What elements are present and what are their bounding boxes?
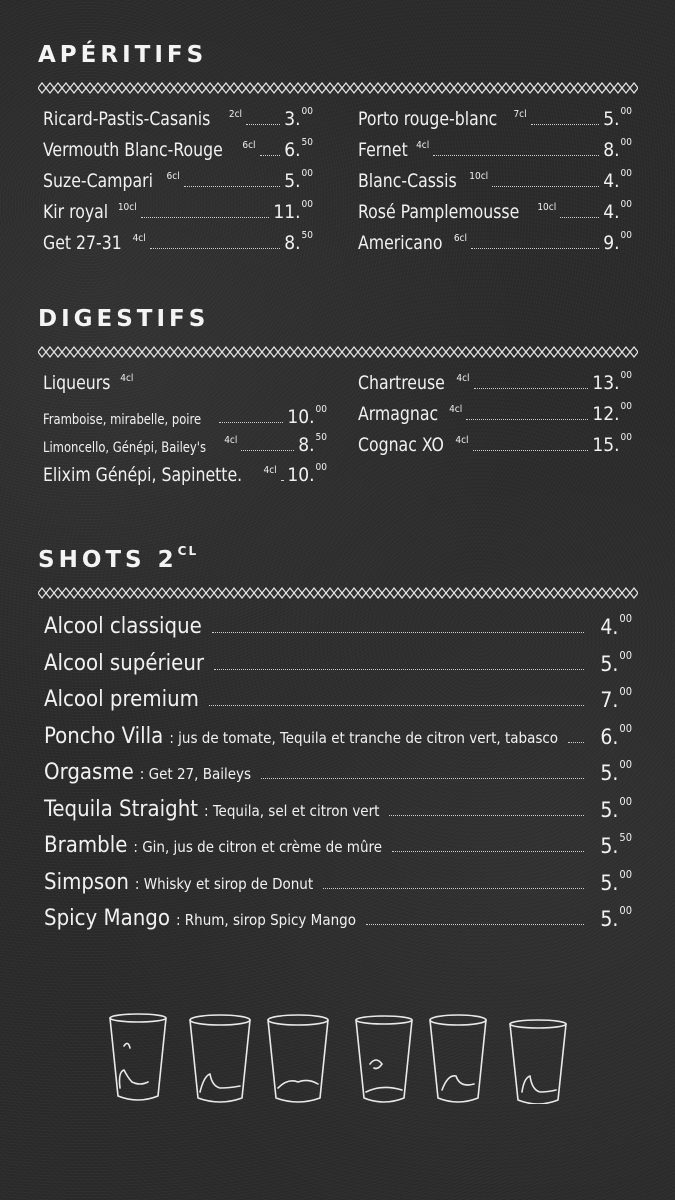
item-volume: 4cl — [224, 435, 238, 446]
item-volume: 4cl — [416, 140, 430, 151]
price-cents: 00 — [619, 721, 632, 735]
item-volume: 10cl — [537, 202, 557, 213]
price-units: 10. — [287, 406, 315, 428]
menu-item — [43, 232, 313, 254]
shot-glass-2 — [190, 1015, 250, 1102]
dot-leader — [241, 450, 294, 451]
price-cents: 50 — [619, 831, 632, 844]
dot-leader — [389, 815, 584, 816]
liqueurs-header — [43, 372, 327, 394]
item-name: Fernet — [358, 139, 408, 161]
price-cents: 00 — [301, 199, 313, 210]
price-cents: 00 — [301, 168, 313, 179]
price-cents: 00 — [620, 401, 632, 412]
price-cents: 00 — [620, 168, 632, 179]
item-price — [273, 201, 313, 223]
item-price — [603, 201, 632, 223]
dot-leader — [471, 248, 599, 249]
price-cents: 50 — [301, 230, 313, 241]
item-volume: 6cl — [166, 171, 180, 182]
dot-leader — [474, 388, 589, 389]
item-name: Poncho Villa — [44, 723, 164, 749]
price-units: 4. — [603, 170, 620, 192]
digestifs-title: DIGESTIFS — [38, 306, 210, 332]
shots-title-unit: CL — [177, 544, 199, 559]
price-cents: 00 — [619, 794, 632, 808]
item-name: Ricard-Pastis-Casanis — [43, 108, 211, 130]
dot-leader — [184, 186, 281, 187]
dot-leader — [560, 217, 599, 218]
item-price — [603, 139, 632, 161]
item-volume: 4cl — [120, 373, 134, 384]
price-cents: 00 — [620, 432, 632, 443]
shot-item — [44, 794, 632, 822]
item-price — [600, 794, 632, 822]
shot-item — [44, 648, 632, 676]
item-volume: 10cl — [117, 202, 137, 213]
item-name: Porto rouge-blanc — [358, 108, 498, 130]
price-units: 5. — [600, 761, 619, 785]
price-units: 15. — [592, 434, 620, 456]
shot-glass-1 — [110, 1014, 166, 1100]
menu-item — [358, 372, 632, 394]
price-cents: 50 — [315, 432, 327, 443]
digestifs-left-column — [43, 372, 327, 502]
item-price — [600, 648, 632, 676]
item-price — [592, 434, 632, 456]
shots-title — [38, 544, 199, 573]
shot-glass-5 — [430, 1015, 486, 1102]
item-price — [600, 867, 632, 895]
menu-item — [358, 201, 632, 223]
dot-leader — [323, 888, 584, 889]
dot-leader — [261, 778, 584, 779]
menu-item — [43, 170, 313, 192]
item-name: Limoncello, Génépi, Bailey's — [43, 440, 207, 456]
item-name: Simpson — [44, 869, 129, 895]
item-description: : Whisky et sirop de Donut — [134, 874, 314, 893]
item-price — [600, 758, 632, 785]
price-cents: 00 — [619, 867, 632, 881]
price-cents: 00 — [315, 462, 327, 473]
dot-leader — [473, 450, 589, 451]
item-volume: 4cl — [455, 435, 469, 446]
menu-item — [358, 108, 632, 130]
price-cents: 00 — [620, 106, 632, 117]
menu-item — [358, 139, 632, 161]
item-name: Suze-Campari — [43, 170, 153, 192]
menu-item — [358, 434, 632, 456]
menu-item — [358, 170, 632, 192]
item-price — [592, 403, 632, 425]
item-name: Get 27-31 — [43, 232, 122, 254]
dot-leader — [214, 669, 584, 670]
dot-leader — [531, 124, 600, 125]
price-units: 5. — [600, 834, 619, 858]
item-price — [603, 108, 632, 130]
item-price — [284, 108, 313, 130]
item-name: Vermouth Blanc-Rouge — [43, 139, 223, 161]
item-name: Alcool premium — [44, 687, 199, 712]
price-units: 8. — [284, 232, 301, 254]
item-name: Alcool supérieur — [44, 650, 205, 676]
price-units: 12. — [592, 403, 620, 425]
item-description: : Tequila, sel et citron vert — [204, 801, 380, 820]
price-units: 6. — [284, 139, 301, 161]
item-name: Americano — [358, 232, 443, 254]
dot-leader — [246, 124, 280, 125]
shot-glass-3 — [268, 1015, 328, 1102]
dot-leader — [568, 742, 584, 743]
dot-leader — [281, 480, 284, 481]
price-cents: 00 — [619, 904, 632, 917]
item-price — [284, 170, 313, 192]
dot-leader — [212, 632, 585, 633]
price-units: 10. — [287, 464, 315, 486]
item-volume: 6cl — [242, 140, 256, 151]
price-cents: 00 — [619, 648, 632, 662]
item-name: Cognac XO — [358, 434, 444, 456]
item-price — [287, 406, 327, 428]
item-description: : Rhum, sirop Spicy Mango — [175, 911, 356, 929]
shot-item — [44, 867, 632, 895]
dot-leader — [219, 422, 283, 423]
menu-item — [43, 201, 313, 223]
shot-item — [44, 721, 632, 749]
price-units: 4. — [600, 615, 619, 639]
price-units: 13. — [592, 372, 620, 394]
item-name: Bramble — [44, 833, 128, 858]
item-price — [284, 139, 313, 161]
price-cents: 00 — [620, 199, 632, 210]
price-units: 4. — [603, 201, 620, 223]
item-volume: 6cl — [453, 233, 467, 244]
dot-leader — [392, 851, 584, 852]
item-name: Spicy Mango — [44, 906, 170, 931]
shot-item — [44, 906, 632, 931]
shot-item — [44, 614, 632, 639]
item-price — [600, 685, 632, 712]
price-units: 6. — [600, 724, 619, 749]
item-name: Alcool classique — [44, 614, 202, 639]
price-units: 11. — [273, 201, 301, 223]
menu-item — [43, 108, 313, 130]
item-price — [287, 464, 327, 486]
item-name: Rosé Pamplemousse — [358, 201, 520, 223]
dot-leader — [141, 217, 270, 218]
menu-item — [43, 139, 313, 161]
dot-leader — [209, 705, 584, 706]
item-description: : Gin, jus de citron et crème de mûre — [133, 838, 383, 856]
price-units: 5. — [600, 907, 619, 931]
dot-leader — [466, 419, 588, 420]
item-volume: 4cl — [132, 233, 146, 244]
item-description: : jus de tomate, Tequila et tranche de citron vert, tabasco — [169, 728, 559, 747]
price-units: 3. — [284, 108, 301, 130]
item-volume: 7cl — [513, 109, 527, 120]
item-name: Kir royal — [43, 201, 109, 223]
dot-leader — [433, 155, 599, 156]
shot-item — [44, 760, 632, 785]
item-description: : Get 27, Baileys — [139, 765, 252, 783]
dot-leader — [260, 155, 281, 156]
item-name: Framboise, mirabelle, poire — [43, 412, 202, 428]
price-units: 5. — [603, 108, 620, 130]
item-price — [600, 721, 632, 749]
zigzag-divider — [38, 82, 638, 94]
zigzag-divider — [38, 587, 638, 599]
item-volume: 4cl — [263, 465, 277, 476]
item-name: Liqueurs — [43, 372, 111, 394]
shot-glasses-icon — [100, 1012, 580, 1104]
item-price — [600, 831, 632, 858]
shots-title-text: SHOTS 2 — [38, 547, 178, 573]
price-cents: 00 — [619, 612, 632, 625]
price-cents: 00 — [620, 137, 632, 148]
item-price — [600, 904, 632, 931]
shot-glass-6 — [510, 1020, 566, 1104]
item-name: Armagnac — [358, 403, 439, 425]
shot-item — [44, 833, 632, 858]
shot-item — [44, 687, 632, 712]
item-volume: 10cl — [469, 171, 489, 182]
price-cents: 00 — [315, 404, 327, 415]
shot-glass-4 — [356, 1016, 412, 1102]
dot-leader — [150, 248, 281, 249]
item-name: Chartreuse — [358, 372, 445, 394]
price-cents: 50 — [301, 137, 313, 148]
item-price — [600, 612, 632, 639]
dot-leader — [366, 924, 584, 925]
menu-item — [358, 403, 632, 425]
price-units: 8. — [298, 434, 315, 456]
item-name: Blanc-Cassis — [358, 170, 457, 192]
price-units: 5. — [600, 797, 619, 822]
item-price — [592, 372, 632, 394]
aperitifs-title: APÉRITIFS — [38, 42, 208, 68]
price-cents: 00 — [620, 370, 632, 381]
price-units: 5. — [284, 170, 301, 192]
item-volume: 2cl — [228, 109, 243, 120]
menu-item — [43, 406, 327, 428]
item-volume: 4cl — [456, 373, 470, 384]
zigzag-divider — [38, 346, 638, 358]
item-name: Orgasme — [44, 760, 134, 785]
item-price — [603, 170, 632, 192]
price-cents: 00 — [620, 230, 632, 241]
menu-item — [43, 464, 327, 486]
menu-item — [358, 232, 632, 254]
price-cents: 00 — [301, 106, 313, 117]
price-units: 5. — [600, 651, 619, 676]
item-volume: 4cl — [449, 404, 463, 415]
item-price — [298, 434, 327, 456]
price-units: 8. — [603, 139, 620, 161]
menu-item — [43, 434, 327, 456]
price-cents: 00 — [619, 758, 632, 771]
item-price — [284, 232, 313, 254]
price-cents: 00 — [619, 685, 632, 698]
dot-leader — [492, 186, 599, 187]
price-units: 9. — [603, 232, 620, 254]
item-price — [603, 232, 632, 254]
price-units: 7. — [600, 688, 619, 712]
item-name: Elixim Génépi, Sapinette. — [43, 464, 243, 486]
item-name: Tequila Straight — [44, 796, 199, 822]
price-units: 5. — [600, 870, 619, 895]
